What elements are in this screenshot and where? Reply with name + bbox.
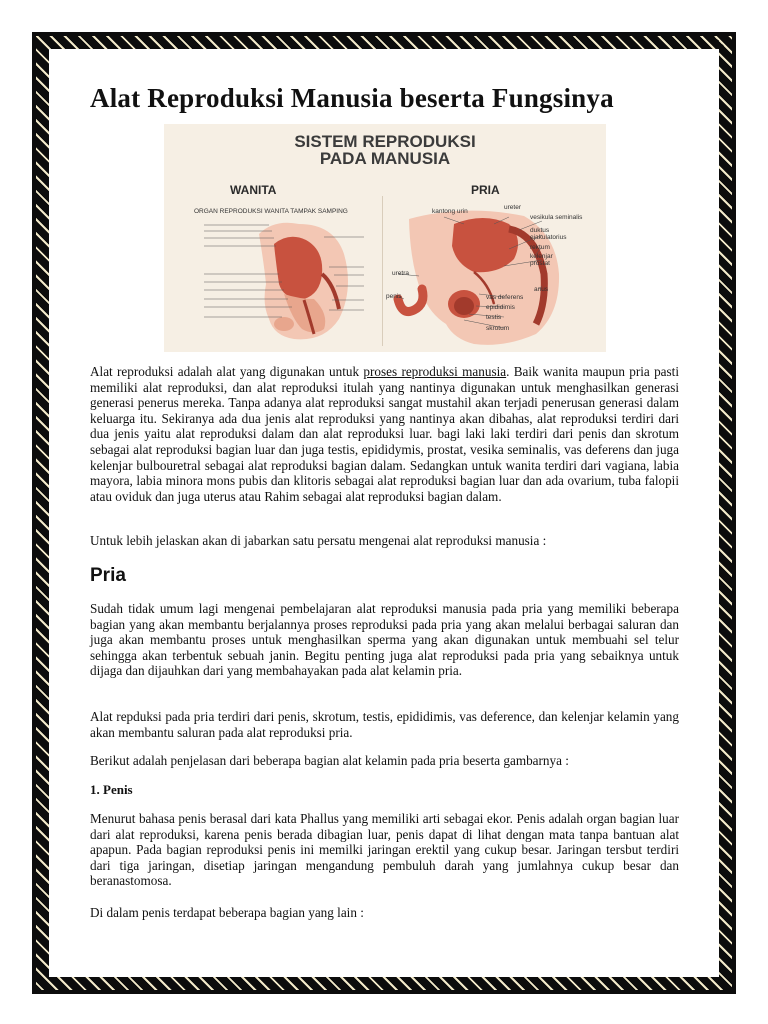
male-label-duktus-ejakulatorius: duktus ejakulatorius — [530, 227, 567, 241]
intro-paragraph — [90, 364, 679, 504]
pria-paragraph-1: Sudah tidak umum lagi mengenai pembelajaran alat reproduksi manusia pada pria yang memiliki beberapa bagian yang akan membantu berjalannya proses reproduksi pada pria yang akan melalui berbagai saluran dan juga akan membantu proses untuk menghasilkan sperma yang akan digunakan untuk membuahi sel telur sehingga akan terbentuk sebuah janin. Begitu penting juga alat reproduksi pada pria yang sebaiknya untuk dijaga dan dijauhkan dari yang membahayakan pada alat kelamin pria. — [90, 601, 679, 679]
male-label-anus: anus — [534, 286, 549, 293]
pria-paragraph-2: Alat repduksi pada pria terdiri dari penis, skrotum, testis, epididimis, vas deference, dan kelenjar kelamin yang akan membantu saluran pada alat reproduksi pria. — [90, 709, 679, 740]
document-title: Alat Reproduksi Manusia beserta Fungsinya — [90, 83, 614, 113]
male-label-penis: penis — [386, 293, 402, 300]
penis-paragraph: Menurut bahasa penis berasal dari kata Phallus yang memiliki arti sebagai ekor. Penis adalah organ bagian luar dari alat reproduksi, karena penis berada dibagian luar, penis dapat di lihat dengan mata tanpa bantuan alat apapun. Pada bagian reproduksi penis ini memilki jaringan erektil yang cukup besar. Jaringan tersbut terdiri dari tiga jaringan, disetiap jaringan mengandung pembuluh darah yang jumlahnya cukup besar dan beranastomosa. — [90, 811, 679, 889]
figure-title-line2: PADA MANUSIA — [319, 149, 451, 168]
female-diagram-subtitle: ORGAN REPRODUKSI WANITA TAMPAK SAMPING — [194, 208, 348, 215]
section-heading-pria: Pria — [90, 565, 126, 586]
intro-paragraph-2: Untuk lebih jelaskan akan di jabarkan satu persatu mengenai alat reproduksi manusia : — [90, 533, 547, 548]
male-label-testis: testis — [486, 314, 502, 321]
male-label-rektum: rektum — [530, 244, 550, 251]
intro-text-after: . Baik wanita maupun pria pasti memiliki alat reproduksi, dan alat reproduksi itulah yang nantinya digunakan untuk menghasilkan generasi generasi penerus mereka. Tanpa adanya alat reproduksi sangat mustahil akan terjadi penerusan generasi dalam keluarga itu. Sekiranya ada dua jenis alat reproduksi yang nantinya akan dibahas, alat reproduksi terdiri dari dua jenis yaitu alat reproduksi dalam dan alat reproduksi luar. bagi laki laki terdiri dari penis dan skrotum sebagai alat reproduksi bagian luar dan juga testis, epididymis, prostat, vesika seminalis, vas deferens dan juga kelenjar bulbouretral sebagai alat reproduksi bagian dalam. Sedangkan untuk wanita terdiri dari vagiana, labia mayora, labia minora mons pubis dan klitoris sebagai alat reproduksi bagian luar dan ada ovarium, tuba falopii atau oviduk dan juga uterus atau Rahim sebagai alat reproduksi bagian dalam. — [90, 364, 679, 504]
subheading-penis: 1. Penis — [90, 782, 133, 797]
penis-paragraph-2: Di dalam penis terdapat beberapa bagian yang lain : — [90, 905, 364, 920]
male-label-epididimis: epididimis — [486, 304, 515, 311]
male-panel-label: PRIA — [471, 183, 500, 197]
male-label-kantong-urin: kantong urin — [432, 208, 468, 215]
male-label-ureter: ureter — [504, 204, 521, 211]
proses-reproduksi-link[interactable]: proses reproduksi manusia — [363, 364, 507, 379]
male-label-kelenjar-prostat: kelenjar prostat — [530, 253, 553, 267]
reproductive-system-figure — [164, 124, 606, 352]
male-label-uretra: uretra — [392, 270, 409, 277]
figure-title-line1: SISTEM REPRODUKSI — [294, 132, 476, 151]
male-label-vesikula-seminalis: vesikula seminalis — [530, 214, 583, 221]
intro-text-before: Alat reproduksi adalah alat yang digunakan untuk — [90, 364, 364, 379]
male-label-skrotum: skrotum — [486, 325, 510, 332]
pria-paragraph-3: Berikut adalah penjelasan dari beberapa bagian alat kelamin pada pria beserta gambarnya : — [90, 753, 569, 768]
female-panel-label: WANITA — [230, 183, 277, 197]
male-label-vas-deferens: vas deferens — [486, 294, 524, 301]
